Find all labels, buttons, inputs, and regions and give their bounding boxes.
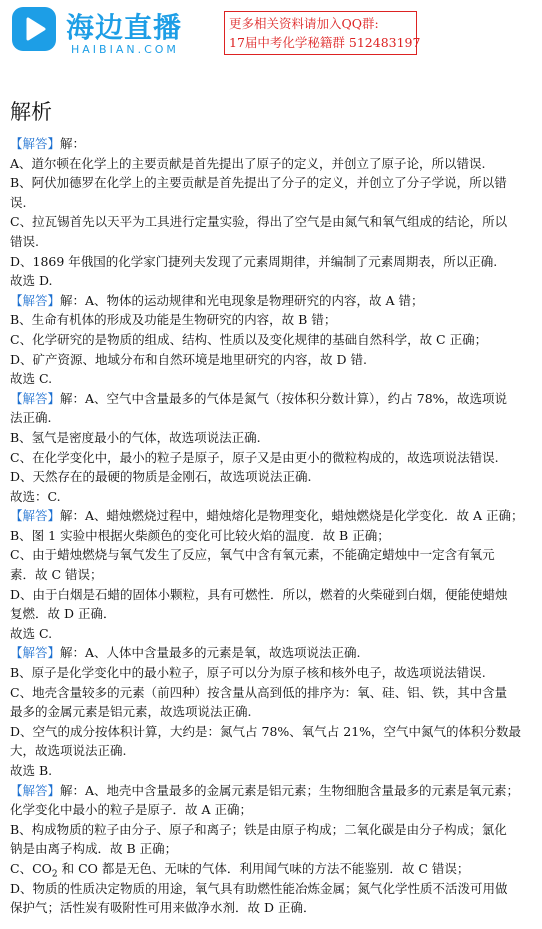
line-text: 故选 D.: [10, 273, 53, 289]
text-line: [10, 839, 537, 859]
text-line: [10, 506, 537, 526]
text-line: [10, 624, 537, 644]
line-text: 故选 B.: [10, 763, 53, 778]
line-text: B、图 1 实验中根据火柴颜色的变化可比较火焰的温度．故 B 正确；: [10, 527, 390, 543]
text-line: [10, 291, 537, 311]
text-line: [10, 134, 537, 154]
line-text: C、CO: [10, 860, 52, 876]
text-line: [10, 330, 537, 350]
text-line: [10, 800, 537, 820]
analysis-text: [10, 134, 537, 918]
text-line: [10, 761, 537, 781]
qq-group-ad: [224, 11, 421, 55]
line-text: 大，故选项说法正确.: [10, 743, 127, 759]
text-line: [10, 350, 537, 370]
text-line: [10, 859, 537, 879]
line-text: B、阿伏加德罗在化学上的主要贡献是首先提出了分子的定义，并创立了分子学说，所以错: [10, 175, 507, 191]
line-text: D、物质的性质决定物质的用途，氧气具有助燃性能冶炼金属；氮气化学性质不活泼可用做: [10, 880, 508, 896]
text-line: [10, 702, 537, 722]
ad-line-2: 17届中考化学秘籍群 512483197: [229, 35, 421, 50]
answer-tag: 【解答】: [10, 782, 61, 798]
line-text: C、地壳含量较多的元素（前四种）按含量从高到低的排序为：氧、硅、铝、铁，其中含量: [10, 684, 508, 700]
subscript: 2: [51, 869, 58, 880]
text-line: [10, 408, 537, 428]
text-line: [10, 487, 537, 507]
header: [0, 0, 542, 70]
text-line: [10, 232, 537, 252]
text-line: [10, 252, 537, 272]
line-text: 法正确.: [10, 410, 52, 426]
logo-text: 海边直播: [66, 11, 183, 44]
line-text: 解：A、地壳中含量最多的金属元素是铝元素；生物细胞含量最多的元素是氧元素；: [60, 782, 520, 798]
line-text: 最多的金属元素是铝元素，故选项说法正确.: [10, 704, 252, 720]
text-line: [10, 820, 537, 840]
text-line: [10, 604, 537, 624]
line-text: 解：A、空气中含量最多的气体是氮气（按体积分数计算），约占 78%，故选项说: [60, 390, 508, 406]
line-text: B、原子是化学变化中的最小粒子，原子可以分为原子核和核外电子，故选项说法错误.: [10, 665, 486, 681]
text-line: [10, 526, 537, 546]
line-text: 故选：C.: [10, 488, 61, 504]
line-text: 素．故 C 错误；: [10, 567, 103, 583]
line-text: B、生命有机体的形成及功能是生物研究的内容，故 B 错；: [10, 312, 337, 328]
text-line: [10, 722, 537, 742]
line-text: 错误.: [10, 233, 39, 249]
text-line: [10, 663, 537, 683]
line-text: C、化学研究的是物质的组成、结构、性质以及变化规律的基础自然科学，故 C 正确；: [10, 331, 488, 347]
page-title: 解析: [10, 100, 52, 124]
text-line: [10, 448, 537, 468]
line-text: 解：A、蜡烛燃烧过程中，蜡烛熔化是物理变化，蜡烛燃烧是化学变化．故 A 正确；: [60, 508, 524, 524]
line-text: D、1869 年俄国的化学家门捷列夫发现了元素周期律，并编制了元素周期表，所以正确.: [10, 253, 498, 269]
line-text: D、由于白烟是石蜡的固体小颗粒，具有可燃性．所以，燃着的火柴碰到白烟，便能使蜡烛: [10, 586, 508, 602]
play-icon: [12, 7, 56, 51]
text-line: [10, 271, 537, 291]
text-line: [10, 879, 537, 899]
line-text: A、道尔顿在化学上的主要贡献是首先提出了原子的定义，并创立了原子论，所以错误.: [10, 155, 486, 171]
text-line: [10, 781, 537, 801]
line-text-after: 和 CO 都是无色、无味的气体．利用闻气味的方法不能鉴别．故 C 错误；: [57, 860, 470, 876]
line-text: B、氢气是密度最小的气体，故选项说法正确.: [10, 429, 261, 445]
line-text: 误.: [10, 194, 27, 210]
text-line: [10, 173, 537, 193]
text-line: [10, 193, 537, 213]
line-text: 故选 C.: [10, 371, 53, 387]
text-line: [10, 369, 537, 389]
line-text: 化学变化中最小的粒子是原子．故 A 正确；: [10, 802, 252, 818]
line-text: 故选 C.: [10, 625, 53, 641]
text-line: [10, 310, 537, 330]
line-text: 解：: [60, 136, 86, 151]
text-line: [10, 545, 537, 565]
answer-tag: 【解答】: [10, 390, 61, 406]
line-text: 解：A、人体中含量最多的元素是氧，故选项说法正确.: [60, 645, 361, 661]
text-line: [10, 212, 537, 232]
line-text: B、构成物质的粒子由分子、原子和离子；铁是由原子构成；二氧化碳是由分子构成；氯化: [10, 821, 507, 837]
line-text: C、在化学变化中，最小的粒子是原子，原子又是由更小的微粒构成的，故选项说法错误.: [10, 449, 499, 465]
ad-line-1: 更多相关资料请加入QQ群:: [229, 16, 379, 31]
text-line: [10, 585, 537, 605]
answer-tag: 【解答】: [10, 136, 61, 151]
text-line: [10, 683, 537, 703]
text-line: [10, 389, 537, 409]
line-text: C、由于蜡烛燃烧与氧气发生了反应，氧气中含有氧元素，不能确定蜡烛中一定含有氧元: [10, 547, 495, 563]
line-text: D、矿产资源、地域分布和自然环境是地里研究的内容，故 D 错.: [10, 351, 367, 367]
text-line: [10, 643, 537, 663]
logo-subtext: HAIBIAN.COM: [71, 43, 179, 56]
line-text: 保护气；活性炭有吸附性可用来做净水剂．故 D 正确．: [10, 900, 316, 916]
text-line: [10, 898, 537, 918]
text-line: [10, 154, 537, 174]
text-line: [10, 565, 537, 585]
line-text: 复燃．故 D 正确．: [10, 606, 116, 622]
text-line: [10, 428, 537, 448]
answer-tag: 【解答】: [10, 508, 61, 524]
answer-tag: 【解答】: [10, 645, 61, 661]
text-line: [10, 467, 537, 487]
line-text: 钠是由离子构成．故 B 正确；: [10, 841, 178, 857]
line-text: D、天然存在的最硬的物质是金刚石，故选项说法正确.: [10, 469, 312, 485]
line-text: C、拉瓦锡首先以天平为工具进行定量实验，得出了空气是由氮气和氧气组成的结论，所以: [10, 214, 508, 230]
answer-tag: 【解答】: [10, 292, 61, 308]
line-text: D、空气的成分按体积计算，大约是：氮气占 78%、氧气占 21%，空气中氮气的体积分数最: [10, 723, 522, 739]
line-text: 解：A、物体的运动规律和光电现象是物理研究的内容，故 A 错；: [60, 292, 424, 308]
text-line: [10, 741, 537, 761]
